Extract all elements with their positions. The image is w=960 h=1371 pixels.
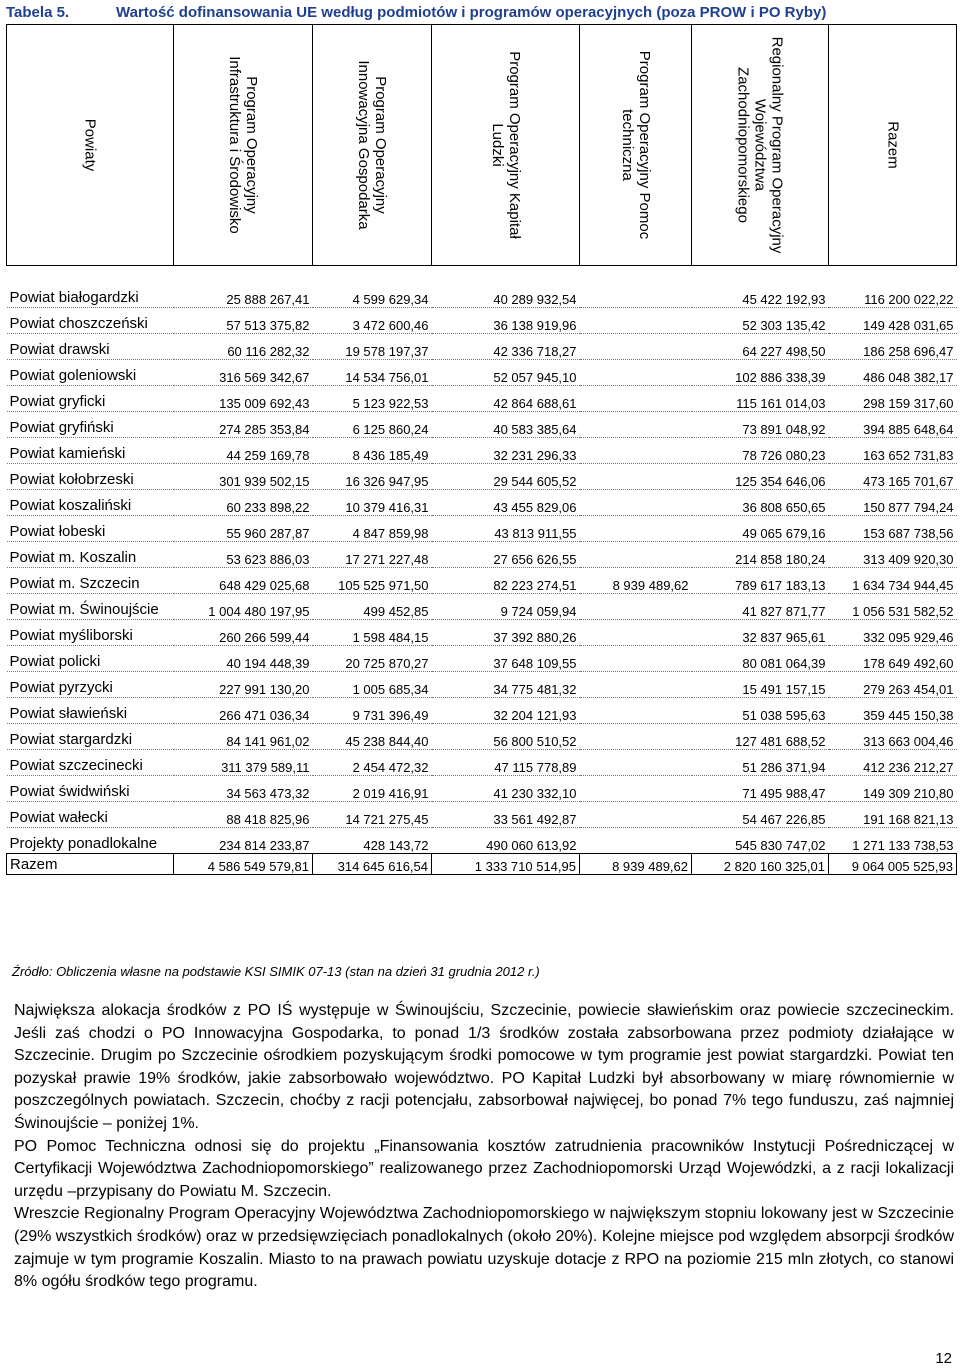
- value-cell: 227 991 130,20: [174, 672, 313, 698]
- table-row: [7, 464, 957, 490]
- value-cell: 149 428 031,65: [829, 308, 957, 334]
- value-cell: 78 726 080,23: [692, 438, 829, 464]
- value-cell: 2 454 472,32: [313, 750, 432, 776]
- table-row: [7, 750, 957, 776]
- value-cell: 9 724 059,94: [432, 594, 580, 620]
- value-cell: 54 467 226,85: [692, 802, 829, 828]
- value-cell: 36 808 650,65: [692, 490, 829, 516]
- value-cell: 4 599 629,34: [313, 282, 432, 308]
- row-label: Powiat goleniowski: [7, 360, 174, 386]
- value-cell: 45 422 192,93: [692, 282, 829, 308]
- value-cell: 15 491 157,15: [692, 672, 829, 698]
- value-cell: 127 481 688,52: [692, 724, 829, 750]
- row-label: Powiat łobeski: [7, 516, 174, 542]
- table-row: [7, 490, 957, 516]
- row-label: Powiat gryfiński: [7, 412, 174, 438]
- header-cell: [580, 25, 692, 266]
- value-cell: 34 563 473,32: [174, 776, 313, 802]
- paragraph: Wreszcie Regionalny Program Operacyjny Województwa Zachodniopomorskiego w największym stopniu lokowany jest w Szczecinie (29% wszystkich środków) oraz w przedsięwzięciach ponadlokalnych (około 20%). Kolejne miejsce pod względem absorpcji środków zajmuje w tym programie Koszalin. Miasto to na prawach powiatu uzyskuje dotacje z RPO na poziomie 215 mln złotych, co stanowi 8% ogółu środków tego programu.: [14, 1205, 954, 1291]
- value-cell: 32 204 121,93: [432, 698, 580, 724]
- row-label: Powiat gryficki: [7, 386, 174, 412]
- value-cell: [580, 672, 692, 698]
- value-cell: 3 472 600,46: [313, 308, 432, 334]
- header-rpo: Regionalny Program Operacyjny Województwa Zachodniopomorskiego: [734, 36, 786, 254]
- value-cell: 41 827 871,77: [692, 594, 829, 620]
- header-cell: [432, 25, 580, 266]
- value-cell: [580, 698, 692, 724]
- value-cell: 40 194 448,39: [174, 646, 313, 672]
- row-label: Powiat m. Świnoujście: [7, 594, 174, 620]
- value-cell: 60 116 282,32: [174, 334, 313, 360]
- value-cell: 41 230 332,10: [432, 776, 580, 802]
- value-cell: 56 800 510,52: [432, 724, 580, 750]
- value-cell: 37 392 880,26: [432, 620, 580, 646]
- header-cell: [692, 25, 829, 266]
- value-cell: 16 326 947,95: [313, 464, 432, 490]
- value-cell: [580, 802, 692, 828]
- value-cell: 332 095 929,46: [829, 620, 957, 646]
- header-powiaty: Powiaty: [81, 118, 99, 172]
- header-cell: [7, 25, 174, 266]
- value-cell: [580, 620, 692, 646]
- value-cell: 1 598 484,15: [313, 620, 432, 646]
- table-caption: [6, 4, 956, 21]
- value-cell: [580, 828, 692, 854]
- table-row: [7, 386, 957, 412]
- row-label: Powiat szczecinecki: [7, 750, 174, 776]
- table-row: [7, 360, 957, 386]
- value-cell: 1 056 531 582,52: [829, 594, 957, 620]
- row-label: Powiat stargardzki: [7, 724, 174, 750]
- value-cell: 4 847 859,98: [313, 516, 432, 542]
- value-cell: 1 005 685,34: [313, 672, 432, 698]
- table-row: [7, 776, 957, 802]
- value-cell: 499 452,85: [313, 594, 432, 620]
- value-cell: 80 081 064,39: [692, 646, 829, 672]
- value-cell: 301 939 502,15: [174, 464, 313, 490]
- value-cell: 789 617 183,13: [692, 568, 829, 594]
- value-cell: [580, 750, 692, 776]
- value-cell: [580, 334, 692, 360]
- header-po-ig: Program Operacyjny Innowacyjna Gospodarka: [355, 60, 389, 230]
- row-label: Powiat policki: [7, 646, 174, 672]
- row-label: Powiat m. Szczecin: [7, 568, 174, 594]
- value-cell: 125 354 646,06: [692, 464, 829, 490]
- value-cell: [580, 724, 692, 750]
- value-cell: 17 271 227,48: [313, 542, 432, 568]
- value-cell: [580, 412, 692, 438]
- header-row: [7, 25, 957, 266]
- value-cell: 163 652 731,83: [829, 438, 957, 464]
- value-cell: 8 939 489,62: [580, 568, 692, 594]
- value-cell: 73 891 048,92: [692, 412, 829, 438]
- value-cell: 88 418 825,96: [174, 802, 313, 828]
- value-cell: [580, 516, 692, 542]
- table-number: Tabela 5.: [6, 4, 70, 21]
- value-cell: 359 445 150,38: [829, 698, 957, 724]
- value-cell: 102 886 338,39: [692, 360, 829, 386]
- value-cell: 42 336 718,27: [432, 334, 580, 360]
- table-row: [7, 646, 957, 672]
- value-cell: 52 303 135,42: [692, 308, 829, 334]
- value-cell: 214 858 180,24: [692, 542, 829, 568]
- value-cell: 14 721 275,45: [313, 802, 432, 828]
- value-cell: 2 019 416,91: [313, 776, 432, 802]
- table-row: [7, 542, 957, 568]
- value-cell: [580, 594, 692, 620]
- value-cell: 43 813 911,55: [432, 516, 580, 542]
- value-cell: 105 525 971,50: [313, 568, 432, 594]
- value-cell: 191 168 821,13: [829, 802, 957, 828]
- value-cell: 234 814 233,87: [174, 828, 313, 854]
- value-cell: 313 409 920,30: [829, 542, 957, 568]
- total-value: 9 064 005 525,93: [829, 854, 957, 875]
- value-cell: 19 578 197,37: [313, 334, 432, 360]
- value-cell: 115 161 014,03: [692, 386, 829, 412]
- value-cell: 1 271 133 738,53: [829, 828, 957, 854]
- value-cell: 42 864 688,61: [432, 386, 580, 412]
- spacer-row: [7, 266, 957, 283]
- value-cell: [580, 646, 692, 672]
- value-cell: 51 038 595,63: [692, 698, 829, 724]
- value-cell: 186 258 696,47: [829, 334, 957, 360]
- header-cell: [174, 25, 313, 266]
- header-po-is: Program Operacyjny Infrastruktura i Środowisko: [226, 56, 260, 234]
- table-row: [7, 438, 957, 464]
- value-cell: 5 123 922,53: [313, 386, 432, 412]
- value-cell: 311 379 589,11: [174, 750, 313, 776]
- table-row: [7, 724, 957, 750]
- row-label: Powiat pyrzycki: [7, 672, 174, 698]
- value-cell: 33 561 492,87: [432, 802, 580, 828]
- header-po-pt: Program Operacyjny Pomoc techniczna: [618, 50, 653, 240]
- value-cell: 486 048 382,17: [829, 360, 957, 386]
- row-label: Powiat białogardzki: [7, 282, 174, 308]
- row-label: Projekty ponadlokalne: [7, 828, 174, 854]
- row-label: Powiat świdwiński: [7, 776, 174, 802]
- value-cell: 648 429 025,68: [174, 568, 313, 594]
- table-row: [7, 828, 957, 854]
- value-cell: 116 200 022,22: [829, 282, 957, 308]
- value-cell: 32 231 296,33: [432, 438, 580, 464]
- value-cell: 27 656 626,55: [432, 542, 580, 568]
- table-row: [7, 516, 957, 542]
- total-value: 314 645 616,54: [313, 854, 432, 875]
- value-cell: 43 455 829,06: [432, 490, 580, 516]
- row-label: Powiat choszczeński: [7, 308, 174, 334]
- total-label: Razem: [7, 854, 174, 875]
- value-cell: 313 663 004,46: [829, 724, 957, 750]
- value-cell: 36 138 919,96: [432, 308, 580, 334]
- row-label: Powiat m. Koszalin: [7, 542, 174, 568]
- row-label: Powiat drawski: [7, 334, 174, 360]
- value-cell: 316 569 342,67: [174, 360, 313, 386]
- value-cell: 8 436 185,49: [313, 438, 432, 464]
- value-cell: 153 687 738,56: [829, 516, 957, 542]
- source-note: Źródło: Obliczenia własne na podstawie KSI SIMIK 07-13 (stan na dzień 31 grudnia 2012 r.): [12, 964, 540, 979]
- value-cell: 1 004 480 197,95: [174, 594, 313, 620]
- value-cell: 49 065 679,16: [692, 516, 829, 542]
- value-cell: [580, 360, 692, 386]
- total-value: 8 939 489,62: [580, 854, 692, 875]
- value-cell: [580, 490, 692, 516]
- table-title: Wartość dofinansowania UE według podmiotów i programów operacyjnych (poza PROW i PO Ryby): [116, 4, 827, 21]
- value-cell: 34 775 481,32: [432, 672, 580, 698]
- value-cell: 40 289 932,54: [432, 282, 580, 308]
- body-text: [14, 1000, 954, 1294]
- value-cell: 6 125 860,24: [313, 412, 432, 438]
- table-row: [7, 672, 957, 698]
- value-cell: [580, 464, 692, 490]
- value-cell: 32 837 965,61: [692, 620, 829, 646]
- value-cell: 412 236 212,27: [829, 750, 957, 776]
- value-cell: 260 266 599,44: [174, 620, 313, 646]
- value-cell: 279 263 454,01: [829, 672, 957, 698]
- total-row: [7, 854, 957, 875]
- value-cell: 394 885 648,64: [829, 412, 957, 438]
- value-cell: 266 471 036,34: [174, 698, 313, 724]
- table-row: [7, 412, 957, 438]
- table-row: [7, 698, 957, 724]
- value-cell: 29 544 605,52: [432, 464, 580, 490]
- value-cell: 14 534 756,01: [313, 360, 432, 386]
- value-cell: 149 309 210,80: [829, 776, 957, 802]
- row-label: Powiat kołobrzeski: [7, 464, 174, 490]
- value-cell: 57 513 375,82: [174, 308, 313, 334]
- funding-table: [6, 24, 957, 875]
- value-cell: 25 888 267,41: [174, 282, 313, 308]
- total-value: 1 333 710 514,95: [432, 854, 580, 875]
- page-number: 12: [935, 1350, 952, 1367]
- value-cell: [580, 386, 692, 412]
- header-cell: [829, 25, 957, 266]
- value-cell: 428 143,72: [313, 828, 432, 854]
- value-cell: 490 060 613,92: [432, 828, 580, 854]
- value-cell: 82 223 274,51: [432, 568, 580, 594]
- value-cell: 37 648 109,55: [432, 646, 580, 672]
- value-cell: 274 285 353,84: [174, 412, 313, 438]
- paragraph: PO Pomoc Techniczna odnosi się do projektu „Finansowania kosztów zatrudnienia pracowników Instytucji Pośredniczącej w Certyfikacji Województwa Zachodniopomorskiego” realizowanego przez Zachodniopomorski Urząd Wojewódzki, a z racji lokalizacji urzędu –przypisany do Powiatu M. Szczecin.: [14, 1137, 954, 1200]
- value-cell: 135 009 692,43: [174, 386, 313, 412]
- value-cell: 9 731 396,49: [313, 698, 432, 724]
- value-cell: 47 115 778,89: [432, 750, 580, 776]
- value-cell: 84 141 961,02: [174, 724, 313, 750]
- header-razem: Razem: [884, 121, 901, 169]
- value-cell: 10 379 416,31: [313, 490, 432, 516]
- value-cell: 64 227 498,50: [692, 334, 829, 360]
- value-cell: 298 159 317,60: [829, 386, 957, 412]
- value-cell: 45 238 844,40: [313, 724, 432, 750]
- value-cell: [580, 282, 692, 308]
- table-row: [7, 334, 957, 360]
- value-cell: 20 725 870,27: [313, 646, 432, 672]
- table-row: [7, 594, 957, 620]
- row-label: Powiat koszaliński: [7, 490, 174, 516]
- row-label: Powiat wałecki: [7, 802, 174, 828]
- value-cell: [580, 438, 692, 464]
- table-row: [7, 802, 957, 828]
- total-value: 2 820 160 325,01: [692, 854, 829, 875]
- header-cell: [313, 25, 432, 266]
- value-cell: 52 057 945,10: [432, 360, 580, 386]
- value-cell: 71 495 988,47: [692, 776, 829, 802]
- value-cell: 545 830 747,02: [692, 828, 829, 854]
- table-row: [7, 620, 957, 646]
- paragraph: Największa alokacja środków z PO IŚ występuje w Świnoujściu, Szczecinie, powiecie sławieńskim oraz powiecie szczecineckim. Jeśli zaś chodzi o PO Innowacyjna Gospodarka, to ponad 1/3 środków została zabsorbowana przez podmioty działające w Szczecinie. Drugim po Szczecinie ośrodkiem pozyskującym środki pomocowe w tym programie jest powiat stargardzki. Powiat ten pozyskał prawie 19% środków, jakie zabsorbowało województwo. PO Kapitał Ludzki był absorbowany w miarę równomiernie w poszczególnych powiatach. Szczecin, choćby z racji potencjału, zabsorbował najwięcej, bo ponad 7% tego funduszu, zaś najmniej Świnoujście – poniżej 1%.: [14, 1002, 954, 1132]
- value-cell: [580, 542, 692, 568]
- value-cell: 51 286 371,94: [692, 750, 829, 776]
- table-body: [7, 266, 957, 875]
- value-cell: 473 165 701,67: [829, 464, 957, 490]
- value-cell: 60 233 898,22: [174, 490, 313, 516]
- row-label: Powiat myśliborski: [7, 620, 174, 646]
- value-cell: 178 649 492,60: [829, 646, 957, 672]
- value-cell: 44 259 169,78: [174, 438, 313, 464]
- table-row: [7, 568, 957, 594]
- value-cell: 40 583 385,64: [432, 412, 580, 438]
- total-value: 4 586 549 579,81: [174, 854, 313, 875]
- value-cell: 53 623 886,03: [174, 542, 313, 568]
- value-cell: [580, 776, 692, 802]
- value-cell: 150 877 794,24: [829, 490, 957, 516]
- value-cell: 1 634 734 944,45: [829, 568, 957, 594]
- value-cell: 55 960 287,87: [174, 516, 313, 542]
- table-row: [7, 282, 957, 308]
- header-po-kl: Program Operacyjny Kapitał Ludzki: [488, 51, 523, 239]
- row-label: Powiat kamieński: [7, 438, 174, 464]
- table-row: [7, 308, 957, 334]
- row-label: Powiat sławieński: [7, 698, 174, 724]
- value-cell: [580, 308, 692, 334]
